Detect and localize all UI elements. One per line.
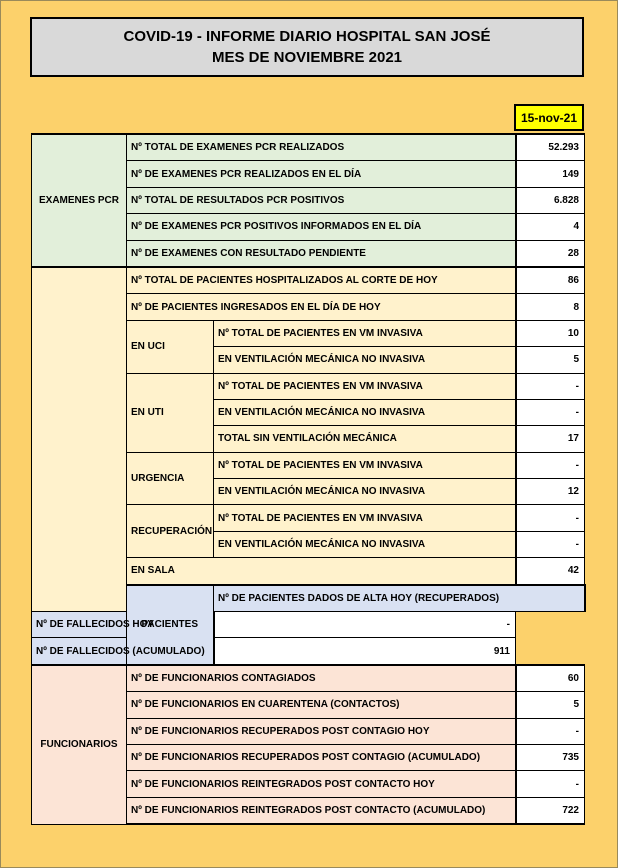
row-label: Nº DE PACIENTES DADOS DE ALTA HOY (RECUPERADOS) — [214, 585, 585, 612]
section-label-hospitalizados — [32, 267, 127, 612]
row-label: Nº TOTAL DE PACIENTES EN VM INVASIVA — [214, 373, 516, 399]
row-value: 722 — [516, 797, 585, 824]
table-row — [32, 267, 585, 294]
row-label: Nº DE FUNCIONARIOS RECUPERADOS POST CONTAGIO (ACUMULADO) — [127, 744, 516, 770]
title-line-2: MES DE NOVIEMBRE 2021 — [211, 49, 403, 66]
row-value: - — [516, 771, 585, 797]
row-label: Nº TOTAL DE RESULTADOS PCR POSITIVOS — [127, 187, 516, 213]
row-label: Nº DE FUNCIONARIOS CONTAGIADOS — [127, 665, 516, 692]
row-label: Nº TOTAL DE EXAMENES PCR REALIZADOS — [127, 134, 516, 161]
row-value: 5 — [516, 347, 585, 373]
row-label: Nº TOTAL DE PACIENTES EN VM INVASIVA — [214, 452, 516, 478]
row-label: EN VENTILACIÓN MECÁNICA NO INVASIVA — [214, 531, 516, 557]
row-value: 86 — [516, 267, 585, 294]
subsection-label-urgencia: URGENCIA — [127, 452, 214, 505]
row-label: Nº DE FUNCIONARIOS REINTEGRADOS POST CONTACTO HOY — [127, 771, 516, 797]
table-row — [32, 638, 585, 665]
row-value: 10 — [516, 320, 585, 346]
subsection-label-uti: EN UTI — [127, 373, 214, 452]
row-label: TOTAL SIN VENTILACIÓN MECÁNICA — [214, 426, 516, 452]
table-row — [32, 665, 585, 692]
row-label: Nº DE FUNCIONARIOS RECUPERADOS POST CONTAGIO HOY — [127, 718, 516, 744]
row-value: 5 — [516, 692, 585, 718]
row-label: Nº TOTAL DE PACIENTES EN VM INVASIVA — [214, 505, 516, 531]
row-value: 28 — [516, 240, 585, 267]
report-table — [31, 133, 585, 825]
row-value: 17 — [516, 426, 585, 452]
row-label: EN VENTILACIÓN MECÁNICA NO INVASIVA — [214, 479, 516, 505]
row-label: Nº DE EXAMENES CON RESULTADO PENDIENTE — [127, 240, 516, 267]
row-label: Nº TOTAL DE PACIENTES HOSPITALIZADOS AL CORTE DE HOY — [127, 267, 516, 294]
table-row — [32, 134, 585, 161]
row-value: - — [516, 505, 585, 531]
row-value: - — [214, 612, 516, 638]
row-value: 8 — [516, 294, 585, 320]
row-label: Nº DE FUNCIONARIOS REINTEGRADOS POST CONTACTO (ACUMULADO) — [127, 797, 516, 824]
section-label-funcionarios: FUNCIONARIOS — [32, 665, 127, 824]
row-value: 42 — [516, 558, 585, 585]
row-value: 60 — [516, 665, 585, 692]
row-value: 6.828 — [516, 187, 585, 213]
row-value: 735 — [516, 744, 585, 770]
row-value: 911 — [214, 638, 516, 665]
row-value: - — [516, 718, 585, 744]
row-value: - — [516, 452, 585, 478]
report-title — [30, 17, 584, 77]
row-value: 12 — [516, 479, 585, 505]
section-label-pacientes: PACIENTES — [127, 585, 214, 665]
table-row — [32, 612, 585, 638]
row-label: Nº DE FALLECIDOS (ACUMULADO) — [32, 638, 214, 665]
row-label: Nº DE PACIENTES INGRESADOS EN EL DÍA DE HOY — [127, 294, 516, 320]
row-label: Nº DE EXAMENES PCR POSITIVOS INFORMADOS EN EL DÍA — [127, 214, 516, 240]
subsection-label-uci: EN UCI — [127, 320, 214, 373]
row-label: Nº DE FUNCIONARIOS EN CUARENTENA (CONTACTOS) — [127, 692, 516, 718]
report-date: 15-nov-21 — [514, 104, 584, 131]
title-line-1: COVID-19 - INFORME DIARIO HOSPITAL SAN JOSÉ — [123, 28, 491, 45]
row-label: EN SALA — [127, 558, 516, 585]
row-label: Nº DE EXAMENES PCR REALIZADOS EN EL DÍA — [127, 161, 516, 187]
row-label: Nº DE FALLECIDOS HOY — [32, 612, 214, 638]
row-value: 149 — [516, 161, 585, 187]
section-label-examenes-pcr: EXAMENES PCR — [32, 134, 127, 267]
row-value: 52.293 — [516, 134, 585, 161]
row-label: Nº TOTAL DE PACIENTES EN VM INVASIVA — [214, 320, 516, 346]
row-value: - — [516, 399, 585, 425]
row-label: EN VENTILACIÓN MECÁNICA NO INVASIVA — [214, 399, 516, 425]
row-label: EN VENTILACIÓN MECÁNICA NO INVASIVA — [214, 347, 516, 373]
subsection-label-recuperacion: RECUPERACIÓN — [127, 505, 214, 558]
row-value: - — [516, 531, 585, 557]
row-value: 4 — [516, 214, 585, 240]
row-value: - — [516, 373, 585, 399]
